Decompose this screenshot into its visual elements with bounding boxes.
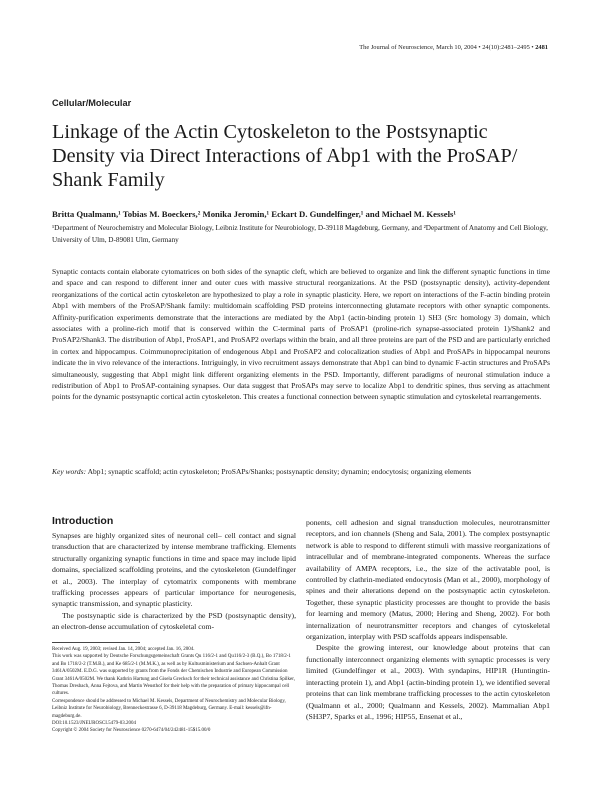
- footnotes: [52, 646, 296, 735]
- body-paragraph: Despite the growing interest, our knowledge about proteins that can functionally interconnect organizing elements with synaptic processes is very limited (Gundelfinger et al., 2003). With syndapins, HIP1R (Huntingtin-interacting protein 1), and Abp1 (actin-binding protein 1), we identified several proteins that can link membrane trafficking processes to the actin cytoskeleton (Qualmann et al., 2000; Qualmann and Kessels, 2002). Mammalian Abp1 (SH3P7, Sparks et al., 1996; HIP55, Ensenat et al.,: [306, 643, 550, 721]
- footnote-copyright: Copyright © 2004 Society for Neuroscience 0270-6474/04/242481-15$15.00/0: [52, 728, 211, 734]
- footnote-doi: DOI:10.1523/JNEUROSCI.5479-03.2004: [52, 721, 137, 727]
- intro-heading: Introduction: [52, 515, 114, 527]
- intro-paragraph: Synapses are highly organized sites of neuronal cell– cell contact and signal transduction that are characterized by intense membrane trafficking. Elements structurally organizing synaptic functions in time and space may include lipid domains, specialized scaffolding proteins, and the cytoskeleton (Gundelfinger et al., 2003). The interplay of cytomatrix components with membrane trafficking processes appears of particular importance for neurogenesis, synaptic transmission, and synaptic plasticity.: [52, 531, 296, 609]
- footnote-divider: [52, 642, 140, 643]
- left-column: [52, 530, 296, 633]
- running-header: [60, 44, 548, 51]
- article-title: Linkage of the Actin Cytoskeleton to the Postsynaptic Density via Direct Interactions of Abp1 with the ProSAP/ Shank Family: [52, 121, 518, 191]
- keywords: [52, 466, 550, 478]
- section-label: Cellular/Molecular: [52, 98, 132, 108]
- journal-citation: The Journal of Neuroscience, March 10, 2004 • 24(10):2481–2495 •: [359, 44, 534, 51]
- keywords-label: Key words:: [52, 467, 87, 476]
- right-column: [306, 517, 550, 722]
- page-number: 2481: [535, 44, 548, 51]
- abstract: Synaptic contacts contain elaborate cytomatrices on both sides of the synaptic cleft, which are believed to organize and link the different synaptic functions in time and space and can respond to different inner and outer cues with massive structural reorganizations. At the PSD (postsynaptic density), activity-dependent reorganizations of the cortical actin cytoskeleton are hypothesized to play a role in synaptic plasticity. Here, we report on interactions of the F-actin binding protein Abp1 with members of the ProSAP/Shank family: multidomain scaffolding PSD proteins interconnecting glutamate receptors with other synaptic components. Affinity-purification experiments demonstrate that the interactions are mediated by the Abp1 (actin-binding protein 1) SH3 (Src homology 3) domain, which associates with a proline-rich motif that is conserved within the C-terminal parts of ProSAP1 (proline-rich synapse-associated protein 1)/Shank2 and ProSAP2/Shank3. The distribution of Abp1, ProSAP1, and ProSAP2 overlaps within the brain, and all three proteins are part of the PSD and are particularly enriched in cortex and hippocampus. Coimmunoprecipitation of endogenous Abp1 and ProSAP2 and colocalization studies of Abp1 and ProSAPs in hippocampal neurons indicate the in vivo relevance of the interactions. Intriguingly, in vivo recruitment assays demonstrate that Abp1 can bind to dynamic F-actin structures and ProSAPs simultaneously, suggesting that Abp1 might link different organizing elements in the PSD. Importantly, different paradigms of neuronal stimulation induce a redistribution of Abp1 to ProSAP-containing synapses. Our data suggest that ProSAPs may serve to localize Abp1 to dendritic spines, thus serving as attachment points for the dynamic postsynaptic cortical actin cytoskeleton. This creates a functional connection between synaptic stimulation and cytoskeletal rearrangements.: [52, 267, 550, 402]
- footnote-received: Received Aug. 19, 2003; revised Jan. 14, 2004; accepted Jan. 16, 2004.: [52, 647, 195, 652]
- affiliations: ¹Department of Neurochemistry and Molecular Biology, Leibniz Institute for Neurobiology, D-39118 Magdeburg, Germany, and ²Department of Anatomy and Cell Biology, University of Ulm, D-89081 Ulm, Germany: [52, 224, 548, 244]
- footnote-funding: This work was supported by Deutsche Forschungsgemeinschaft Grants Qu 116/2-1 and Qu116/2-3 (B.Q.), Bo 1718/2-1 and Bo 1718/2-2 (T.M.B.), and Ke 685/2-1 (M.M.K.), as well as by Kultusministerium and Sachsen-Anhalt Grant 3461A/0502M. E.D.G. was supported by grants from the Fonds der Chemischen Industrie and European Commission Grant 3461A/0502M. We thank Kathrin Hartung and Gisela Grecksch for their technical assistance and Christina Spilker, Thomas Dresbach, Anna Fejtova, and Martin Weusthof for their help with the preparation of primary hippocampal cell cultures.: [52, 654, 295, 697]
- author-list: Britta Qualmann,¹ Tobias M. Boeckers,² Monika Jeromin,¹ Eckart D. Gundelfinger,¹ and Michael M. Kessels¹: [52, 209, 456, 219]
- body-paragraph: ponents, cell adhesion and signal transduction molecules, neurotransmitter receptors, and ion channels (Sheng and Sala, 2001). The complex postsynaptic network is able to respond to different stimuli with massive reorganizations of intracellular and of membrane-integrated components. Whereas the surface availability of AMPA receptors, i.e., the size of the activatable pool, is controlled by clathrin-mediated endocytosis (Man et al., 2000), morphology of spines and their alterations depend on the postsynaptic actin cytoskeleton. Together, these synaptic plasticity processes are thought to provide the basis for learning and memory (Matus, 2000; Hering and Sheng, 2002). For both internalization of neurotransmitter receptors and changes of cytoskeletal organization, interplay with PSD scaffolds appears indispensable.: [306, 518, 550, 642]
- keywords-text: Abp1; synaptic scaffold; actin cytoskeleton; ProSAPs/Shanks; postsynaptic density; dynamin; endocytosis; organizing elements: [87, 467, 472, 476]
- footnote-correspondence: Correspondence should be addressed to Michael M. Kessels, Department of Neurochemistry and Molecular Biology, Leibniz Institute for Neurobiology, Brenneckestrasse 6, D-39118 Magdeburg, Germany. E-mail: kessels@ifn-magdeburg.de.: [52, 698, 286, 719]
- intro-paragraph: The postsynaptic side is characterized by the PSD (postsynaptic density), an electron-dense accumulation of cytoskeletal com-: [52, 610, 296, 632]
